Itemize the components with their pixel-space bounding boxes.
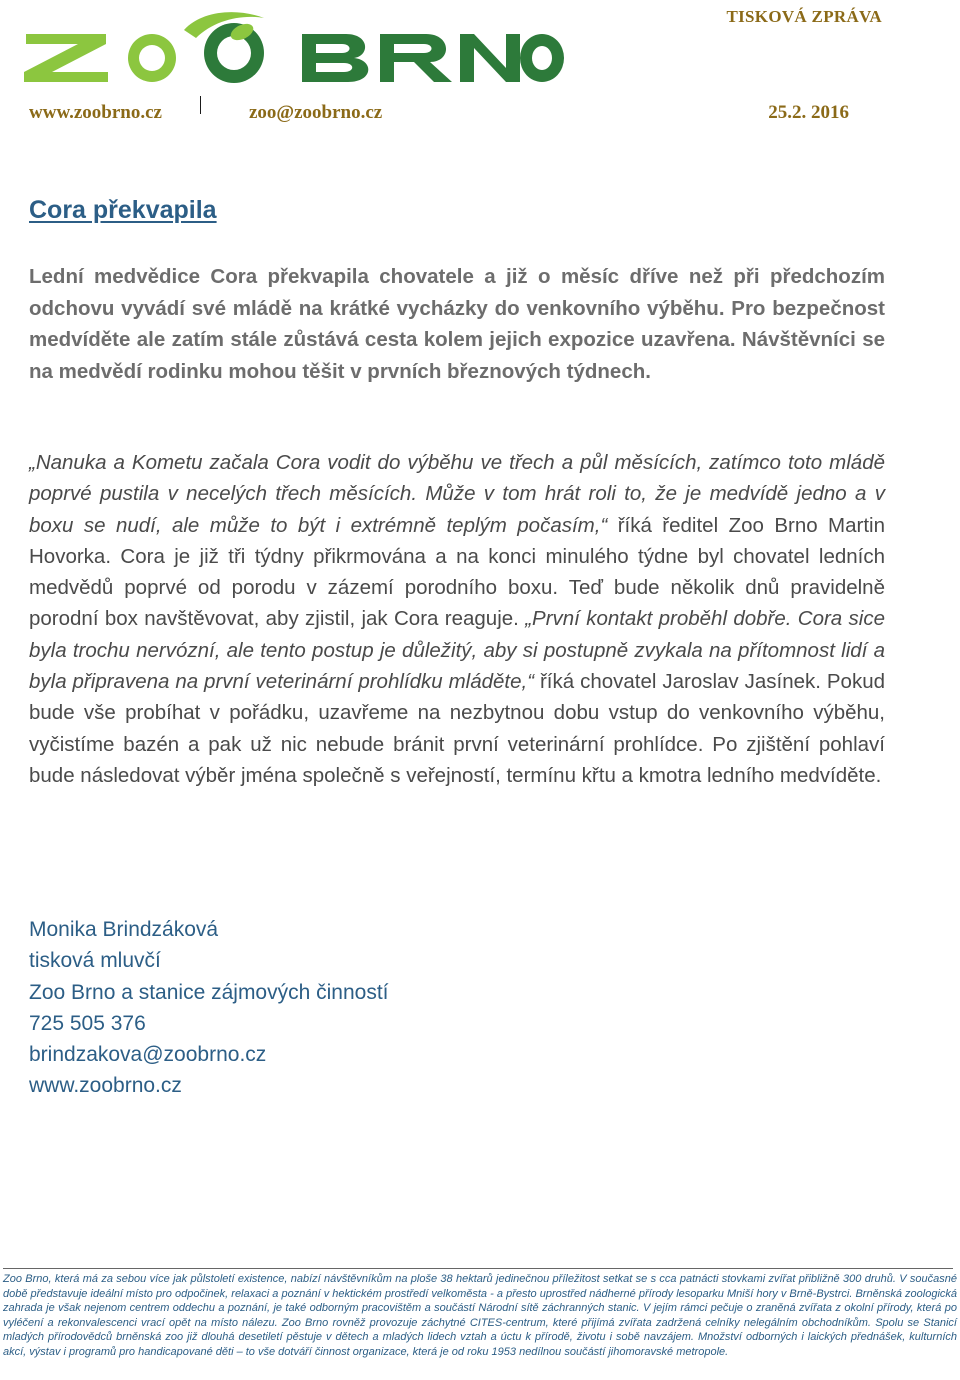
quote-director: „Nanuka a Kometu začala Cora vodit do výběhu ve třech a půl měsících, zatímco toto mládě poprvé pustila v necelých třech měsících. Může v tom hrát roli to, že je medvídě jedno a v boxu se nudí, ale může to být i extrémně teplým počasím,“ [29, 451, 885, 537]
article-perex: Lední medvědice Cora překvapila chovatele a již o měsíc dříve než při předchozím odchovu vyvádí své mládě na krátké vycházky do venkovního výběhu. Pro bezpečnost medvíděte ale zatím stále zůstává cesta kolem jejich expozice uzavřena. Návštěvníci se na medvědí rodinku mohou těšit v prvních březnových týdnech. [29, 265, 885, 383]
email-link[interactable]: zoo@zoobrno.cz [249, 102, 383, 123]
divider [200, 96, 201, 114]
release-date: 25.2. 2016 [768, 102, 849, 123]
signature-email[interactable]: brindzakova@zoobrno.cz [29, 1043, 267, 1067]
footer-divider [3, 1268, 953, 1269]
signature-web[interactable]: www.zoobrno.cz [29, 1074, 182, 1098]
contact-row [29, 102, 849, 128]
body-paragraph-1: říká ředitel Zoo Brno Martin Hovorka. Cora je již tři týdny přikrmována a na konci minulého týdne byl chovatel ledních medvědů poprvé od porodu v zázemí porodního boxu. Teď bude několik dnů pravidelně porodní box navštěvovat, aby zjistil, jak Cora reaguje. [29, 513, 886, 631]
body-paragraph-2: říká chovatel Jaroslav Jasínek. Pokud bude vše probíhat v pořádku, uzavřeme na nezbytnou dobu vstup do venkovního výběhu, vyčistíme bazén a pak už nic nebude bránit první veterinární prohlídce. Po zjištění pohlaví bude následovat výběr jména společně s veřejností, termínu křtu a kmotra ledního medvíděte. [29, 670, 886, 787]
quote-keeper: „První kontakt proběhl dobře. Cora sice byla trochu nervózní, ale tento postup je důležitý, aby si postupně zvykala na přítomnost lidí a byla připravena na první veterinární prohlídku mláděte,“ [29, 607, 885, 694]
article-title: Cora překvapila [29, 196, 217, 224]
signature-block [29, 914, 389, 1102]
signature-name: Monika Brindzáková [29, 918, 219, 941]
zoo-brno-logo [24, 6, 564, 86]
article-body [29, 447, 885, 791]
footer-about: Zoo Brno, která má za sebou více jak půlstoletí existence, nabízí návštěvníkům na ploše 38 hektarů jedinečnou příležitost setkat se s cca patnácti stovkami zvířat přibližně 300 druhů. V současné době představuje ideální místo pro odpočinek, relaxaci a poznání v hektickém prostředí velkoměsta - a přesto uprostřed nádherné přírody lesoparku Mniší hory v Brně-Bystrci. Brněnská zoologická zahrada je však nejenom centrem oddechu a poznání, je také odborným pracovištěm a součástí Národní sítě záchranných stanic. V jejím rámci pečuje o zraněná zvířata z okolní přírody, která po vyléčení a rekonvalescenci vrací opět na místo nálezu. Zoo Brno rovněž provozuje záchytné CITES-centrum, které přijímá zvířata zadržená celníky nelegálním obchodníkům. Spolu se Stanicí mladých přírodovědců brněnská zoo již dlouhá desetiletí pěstuje v dětech a mladých lidech vztah a úctu k přírodě, životu i sobě navzájem. Množství odborných i laických přednášek, kulturních akcí, výstav i programů pro handicapované děti – to vše dotváří činnost organizace, která je od roku 1953 nedílnou součástí jihomoravské metropole. [3, 1273, 957, 1358]
website-link[interactable]: www.zoobrno.cz [29, 102, 162, 123]
zoo-brno-logo-graphic [24, 6, 564, 86]
document-type: TISKOVÁ ZPRÁVA [726, 7, 882, 26]
signature-phone: 725 505 376 [29, 1011, 146, 1035]
signature-org: Zoo Brno a stanice zájmových činností [29, 980, 389, 1004]
signature-role: tisková mluvčí [29, 949, 161, 973]
